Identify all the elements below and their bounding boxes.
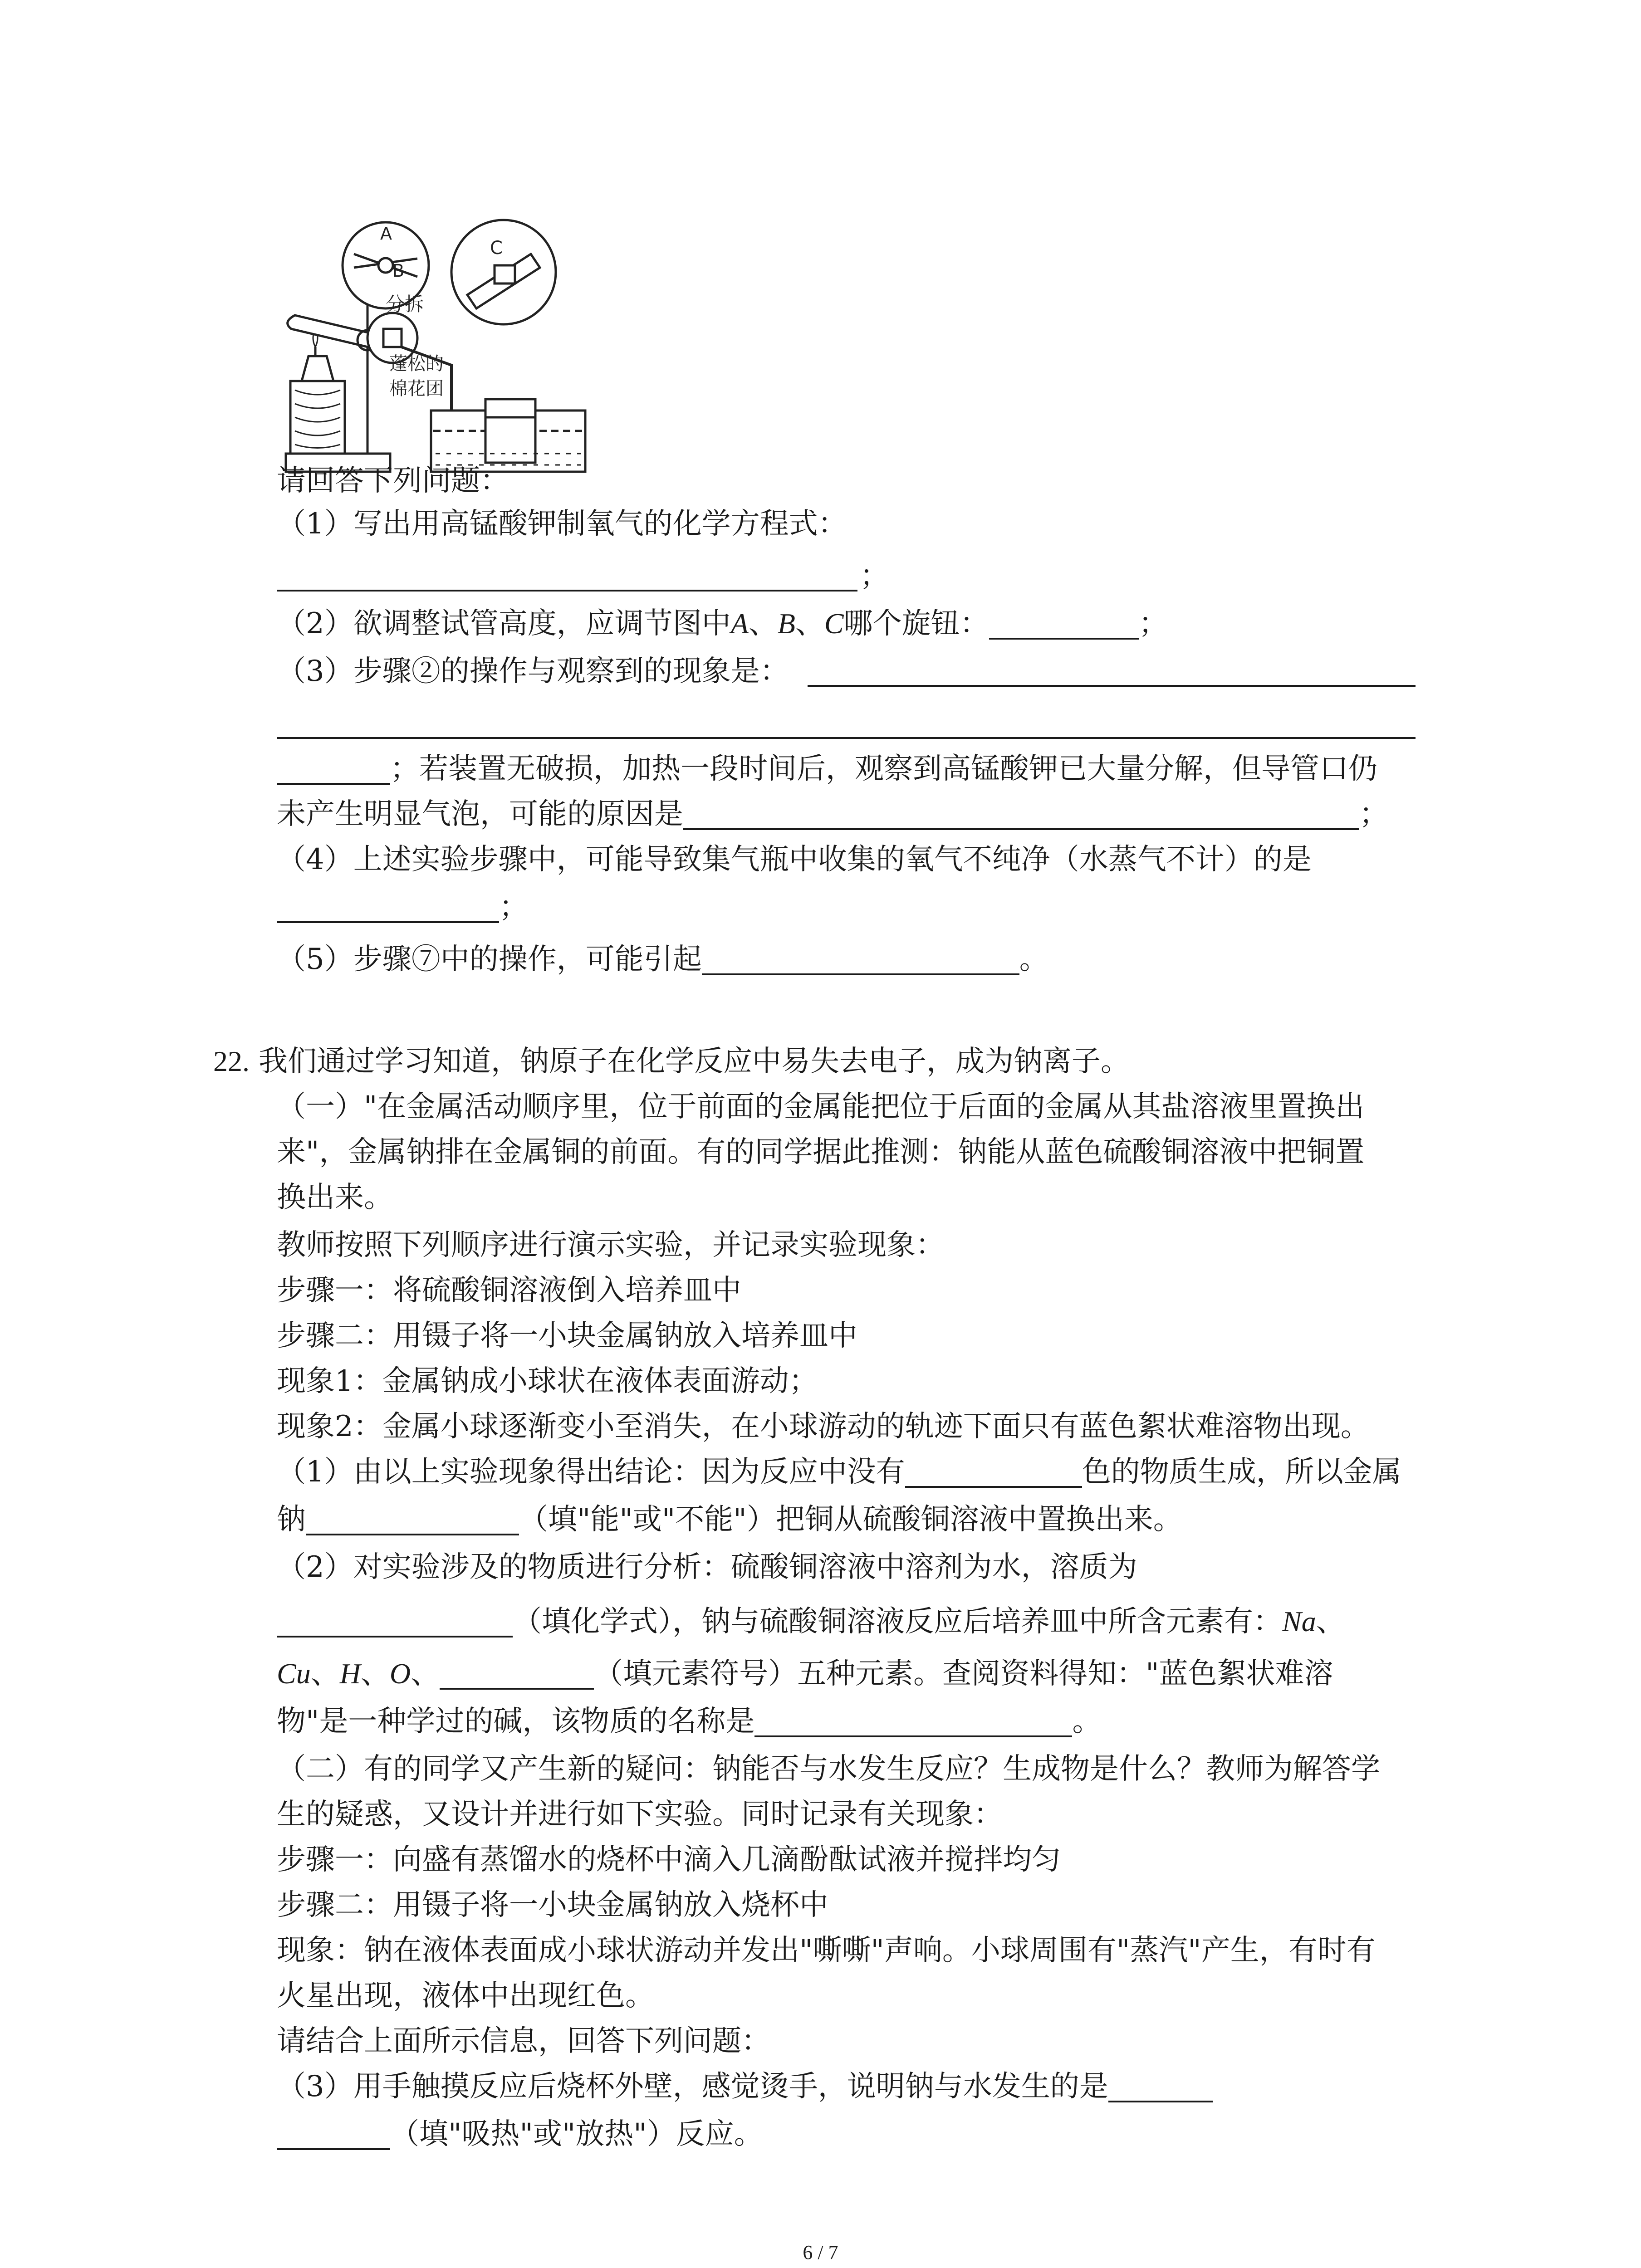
q21-part1: （1）写出用高锰酸钾制氧气的化学方程式：	[277, 507, 847, 541]
q22-teacher: 教师按照下列顺序进行演示实验，并记录实验现象：	[277, 1228, 945, 1262]
q22-stem: 22. 我们通过学习知道，钠原子在化学反应中易失去电子，成为钠离子。	[213, 1045, 1130, 1078]
q22-part2-l1: （二）有的同学又产生新的疑问：钠能否与水发生反应？生成物是什么？教师为解答学	[277, 1752, 1380, 1786]
q22-blank-solute[interactable]	[277, 1607, 513, 1637]
q21-intro: 请回答下列问题：	[277, 464, 509, 498]
q21-blank-3b[interactable]	[277, 737, 1416, 739]
q22-obs-l2: 火星出现，液体中出现红色。	[277, 1979, 654, 2013]
q22-q3-l2: （填"吸热"或"放热"）反应。	[277, 2116, 763, 2152]
q21-blank-5[interactable]	[702, 944, 1019, 975]
q21-part4: （4）上述实验步骤中，可能导致集气瓶中收集的氧气不纯净（水蒸气不计）的是	[277, 843, 1312, 876]
q21-part5: （5）步骤⑦中的操作，可能引起 。	[277, 943, 1048, 976]
q22-obs2: 现象2：金属小球逐渐变小至消失，在小球游动的轨迹下面只有蓝色絮状难溶物出现。	[277, 1410, 1370, 1443]
q21-part3-cont: ；若装置无破损，加热一段时间后，观察到高锰酸钾已大量分解，但导管口仍	[277, 751, 1377, 787]
label-cotton-2: 棉花团	[389, 378, 444, 399]
q22-number: 22.	[213, 1045, 250, 1077]
q22-part1-l1: （一）"在金属活动顺序里，位于前面的金属能把位于后面的金属从其盐溶液里置换出	[277, 1090, 1365, 1124]
label-a: A	[380, 224, 392, 244]
q22-q2-l4: 物"是一种学过的碱，该物质的名称是 。	[277, 1705, 1102, 1738]
q22-obs1: 现象1：金属钠成小球状在液体表面游动；	[277, 1364, 818, 1398]
q22-part1-l3: 换出来。	[277, 1181, 393, 1214]
q22-blank-heat-a[interactable]	[1108, 2072, 1213, 2102]
label-cotton-1: 蓬松的	[389, 353, 444, 374]
q22-q2-l2: （填化学式），钠与硫酸铜溶液反应后培养皿中所含元素有：Na、	[277, 1603, 1345, 1640]
q22-ask: 请结合上面所示信息，回答下列问题：	[277, 2024, 770, 2058]
q21-part3: （3）步骤②的操作与观察到的现象是：	[277, 655, 789, 688]
label-split: 分拆	[386, 293, 424, 315]
q21-blank-3d[interactable]	[683, 799, 1359, 830]
q21-blank-3a[interactable]	[808, 685, 1416, 687]
q21-part4-ans: ；	[277, 889, 528, 925]
q21-blank-4[interactable]	[277, 892, 499, 923]
q22-blank-base-name[interactable]	[754, 1706, 1072, 1737]
q22-part2-l2: 生的疑惑，又设计并进行如下实验。同时记录有关现象：	[277, 1798, 1003, 1831]
q22-q3-l1: （3）用手触摸反应后烧杯外壁，感觉烫手，说明钠与水发生的是	[277, 2068, 1213, 2105]
q21-blank-1[interactable]	[277, 590, 857, 591]
q22-obs-l1: 现象：钠在液体表面成小球状游动并发出"嘶嘶"声响。小球周围有"蒸汽"产生，有时有	[277, 1934, 1376, 1967]
q22-q1-l2: 钠 （填"能"或"不能"）把铜从硫酸铜溶液中置换出来。	[277, 1503, 1182, 1536]
q22-blank-color[interactable]	[905, 1457, 1082, 1488]
q21-part1-end: ；	[860, 559, 889, 593]
q21-part2: （2）欲调整试管高度，应调节图中A、B、C哪个旋钮： ；	[277, 607, 1168, 640]
q21-blank-2[interactable]	[989, 609, 1139, 640]
q22-step1: 步骤一：将硫酸铜溶液倒入培养皿中	[277, 1274, 741, 1307]
q22-step2: 步骤二：用镊子将一小块金属钠放入培养皿中	[277, 1319, 857, 1353]
apparatus-figure	[277, 218, 603, 485]
alcohol-lamp	[302, 356, 333, 381]
label-c: C	[490, 238, 503, 259]
q22-part1-l2: 来"，金属钠排在金属铜的前面。有的同学据此推测：钠能从蓝色硫酸铜溶液中把铜置	[277, 1135, 1365, 1169]
q22-blank-element[interactable]	[440, 1659, 594, 1690]
label-b: B	[392, 261, 405, 281]
q21-blank-3c[interactable]	[277, 754, 390, 785]
q22-step1b: 步骤一：向盛有蒸馏水的烧杯中滴入几滴酚酞试液并搅拌均匀	[277, 1843, 1061, 1877]
q21-part3-cont2: 未产生明显气泡，可能的原因是 ；	[277, 797, 1388, 831]
q22-step2b: 步骤二：用镊子将一小块金属钠放入烧杯中	[277, 1888, 828, 1922]
q22-blank-can[interactable]	[306, 1505, 519, 1535]
q22-q1-l1: （1）由以上实验现象得出结论：因为反应中没有 色的物质生成，所以金属	[277, 1455, 1401, 1489]
q22-q2-l1: （2）对实验涉及的物质进行分析：硫酸铜溶液中溶剂为水，溶质为	[277, 1550, 1137, 1584]
page-number: 6 / 7	[803, 2241, 838, 2263]
q22-q2-l3: Cu、H、O、 （填元素符号）五种元素。查阅资料得知："蓝色絮状难溶	[277, 1657, 1333, 1691]
q22-blank-heat-b[interactable]	[277, 2119, 390, 2150]
